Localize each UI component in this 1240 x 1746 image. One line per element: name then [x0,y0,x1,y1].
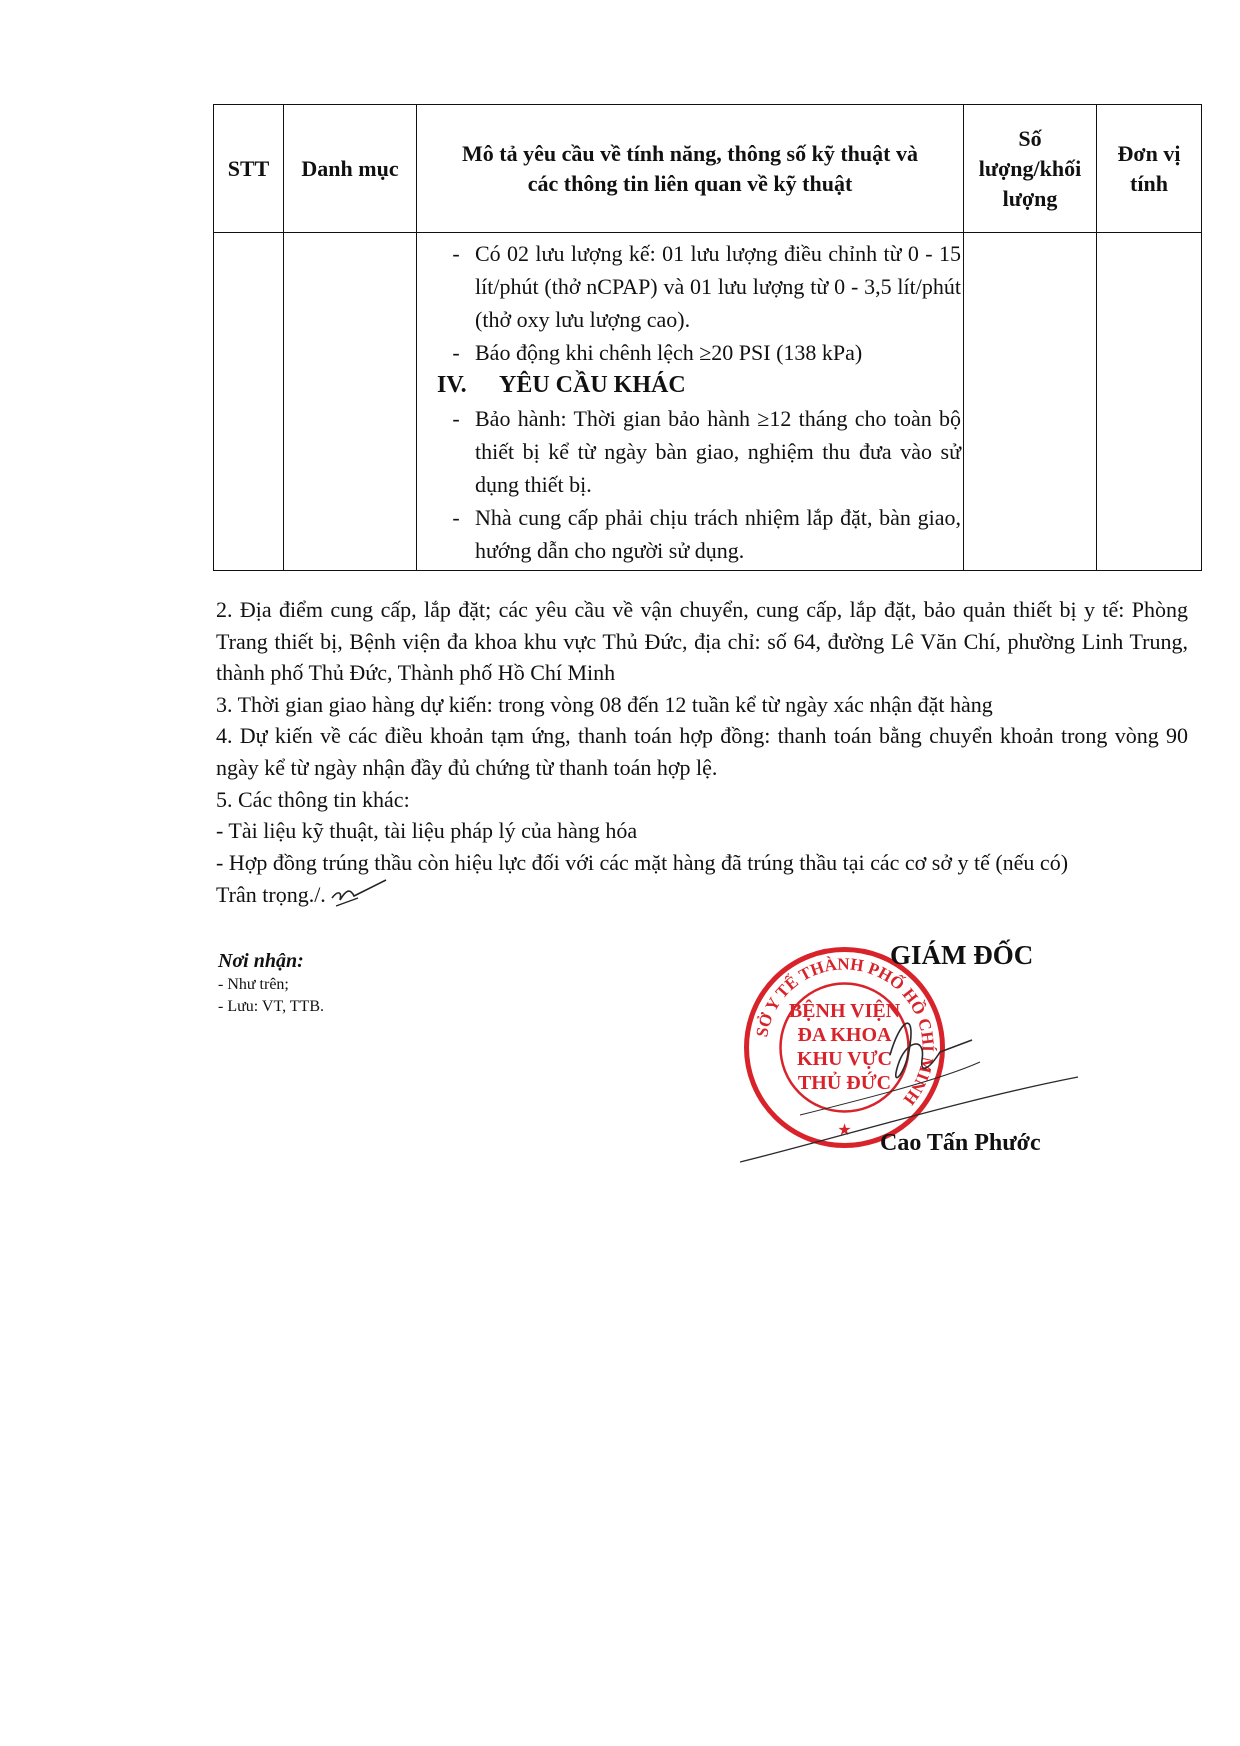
header-stt: STT [214,105,284,233]
header-don-vi-line2: tính [1130,170,1168,196]
table-row [214,233,1202,571]
cell-stt [214,233,284,571]
bullet-text: Báo động khi chênh lệch ≥20 PSI (138 kPa) [475,340,863,365]
bullet-dash: - [452,505,460,530]
signature-title: GIÁM ĐỐC [890,940,1034,970]
section-number: IV. [437,372,467,398]
bullet-dash: - [452,406,460,431]
header-mo-ta [417,105,964,233]
cell-mo-ta [417,233,964,571]
bullet-warranty [437,402,961,501]
bullet-flowmeters [437,237,961,336]
header-mo-ta-line1: Mô tả yêu cầu về tính năng, thông số kỹ thuật và [462,140,918,166]
table-header-row [214,105,1202,233]
header-danh-muc: Danh mục [284,105,417,233]
paraph-icon [330,878,390,910]
section-title: YÊU CẦU KHÁC [499,372,686,398]
bullet-dash: - [452,241,460,266]
item-delivery-location: 2. Địa điểm cung cấp, lắp đặt; các yêu cầu về vận chuyển, cung cấp, lắp đặt, bảo quản thiết bị y tế: Phòng Trang thiết bị, Bệnh viện đa khoa khu vực Thủ Đức, địa chỉ: số 64, đường Lê Văn Chí, phường Linh Trung, thành phố Thủ Đức, Thành phố Hồ Chí Minh [216,597,1188,686]
seal-center-line: BỆNH VIỆN [788,1000,901,1022]
seal-star-icon: ★ [837,1122,852,1139]
seal-ring-text: SỞ Y TẾ THÀNH PHỐ HỒ CHÍ MINH [752,954,938,1109]
header-so-luong-line3: lượng [1002,185,1058,211]
recipient-line: - Lưu: VT, TTB. [218,998,324,1015]
recipients-heading: Nơi nhận: [218,950,304,972]
header-so-luong-line2: lượng/khối [978,155,1082,181]
bullet-installation [437,501,961,567]
recipient-line: - Như trên; [218,976,289,993]
bullet-alarm [437,336,961,369]
header-so-luong [964,105,1097,233]
item-payment-terms: 4. Dự kiến về các điều khoản tạm ứng, thanh toán hợp đồng: thanh toán bằng chuyển khoản trong vòng 90 ngày kể từ ngày nhận đầy đủ chứng từ thanh toán hợp lệ. [216,723,1188,780]
document-body [216,594,1188,910]
seal-center-line: THỦ ĐỨC [797,1072,892,1094]
cell-so-luong [964,233,1097,571]
spec-table [213,104,1202,571]
bullet-text: Bảo hành: Thời gian bảo hành ≥12 tháng cho toàn bộ thiết bị kể từ ngày bàn giao, nghiệm thu đưa vào sử dụng thiết bị. [475,406,961,497]
section-heading [437,369,961,402]
recipients-block [218,948,324,1018]
item-other-info: 5. Các thông tin khác: [216,786,410,812]
cell-don-vi [1097,233,1202,571]
bullet-dash: - [452,340,460,365]
bullet-text: Có 02 lưu lượng kế: 01 lưu lượng điều chỉnh từ 0 - 15 lít/phút (thở nCPAP) và 01 lưu lượng từ 0 - 3,5 lít/phút (thở oxy lưu lượng cao). [475,241,961,332]
closing-line [216,878,1188,910]
cell-danh-muc [284,233,417,571]
signature-block [740,940,1140,1170]
closing-text: Trân trọng./. [216,881,326,907]
bullet-text: Nhà cung cấp phải chịu trách nhiệm lắp đặt, bàn giao, hướng dẫn cho người sử dụng. [475,505,961,563]
item-other-info-a: - Tài liệu kỹ thuật, tài liệu pháp lý của hàng hóa [216,818,638,844]
item-delivery-time: 3. Thời gian giao hàng dự kiến: trong vòng 08 đến 12 tuần kể từ ngày xác nhận đặt hàng [216,691,993,717]
header-don-vi [1097,105,1202,233]
seal-center-line: ĐA KHOA [797,1024,892,1046]
header-don-vi-line1: Đơn vị [1117,140,1181,166]
header-mo-ta-line2: các thông tin liên quan về kỹ thuật [527,170,853,196]
header-so-luong-line1: Số [1018,125,1042,151]
signer-name: Cao Tấn Phước [880,1130,1041,1156]
seal-center-line: KHU VỰC [797,1048,892,1070]
item-other-info-b: - Hợp đồng trúng thầu còn hiệu lực đối với các mặt hàng đã trúng thầu tại các cơ sở y tế (nếu có) [216,849,1069,875]
